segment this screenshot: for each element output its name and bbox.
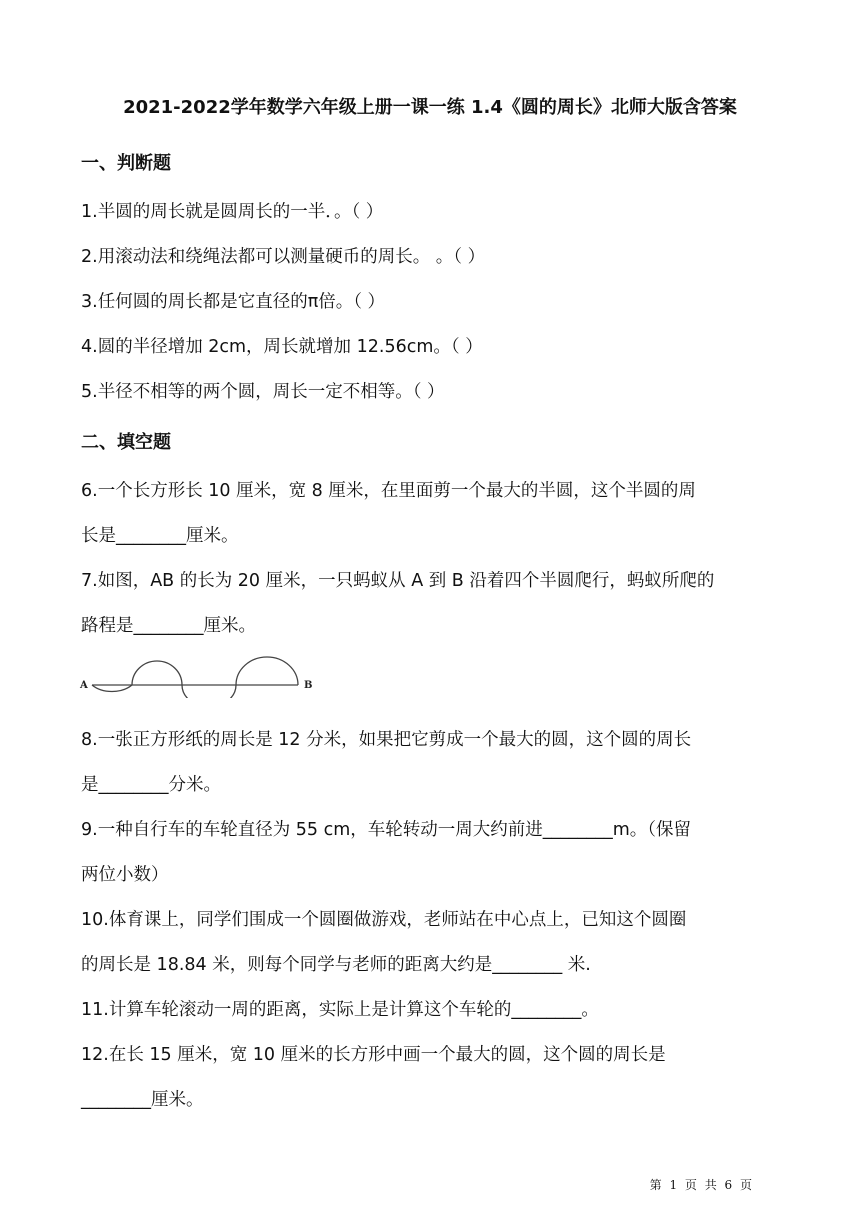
question-10 [81,898,781,988]
section-heading-judge: 一、判断题 [81,153,171,174]
section-heading-fill: 二、填空题 [81,432,171,453]
question-8 [81,718,781,808]
question-6-line-2: 长是________厘米。 [81,526,239,546]
question-12 [81,1033,781,1123]
question-6-line-1: 6.一个长方形长 10 厘米，宽 8 厘米，在里面剪一个最大的半圆，这个半圆的周 [81,481,696,501]
question-12-line-1: 12.在长 15 厘米，宽 10 厘米的长方形中画一个最大的圆，这个圆的周长是 [81,1045,666,1065]
question-3: 3.任何圆的周长都是它直径的π倍。（ ） [81,292,386,312]
question-9-line-1: 9.一种自行车的车轮直径为 55 cm，车轮转动一周大约前进________m。（保留 [81,820,692,840]
semicircle-2 [132,661,182,685]
question-1: 1.半圆的周长就是圆周长的一半．。（ ） [81,202,384,222]
question-8-line-1: 8.一张正方形纸的周长是 12 分米，如果把它剪成一个最大的圆，这个圆的周长 [81,730,692,750]
question-8-line-2: 是________分米。 [81,775,221,795]
question-10-line-1: 10.体育课上，同学们围成一个圆圈做游戏，老师站在中心点上，已知这个圆圈 [81,910,687,930]
question-7 [81,559,781,649]
question-4: 4.圆的半径增加 2cm，周长就增加 12.56cm。（ ） [81,337,483,357]
semicircle-1 [92,685,132,691]
question-7-line-1: 7.如图，AB 的长为 20 厘米，一只蚂蚁从 A 到 B 沿着四个半圆爬行，蚂蚁所爬的 [81,571,715,591]
document-title: 2021-2022学年数学六年级上册一课一练 1.4《圆的周长》北师大版含答案 [123,97,737,118]
semicircle-path-diagram [78,652,318,698]
question-2: 2.用滚动法和绕绳法都可以测量硬币的周长。 。（ ） [81,247,486,267]
question-6 [81,469,781,559]
question-9-line-2: 两位小数） [81,865,169,885]
page-footer: 第 1 页 共 6 页 [649,1178,754,1192]
question-11: 11.计算车轮滚动一周的距离，实际上是计算这个车轮的________。 [81,1000,599,1020]
question-5: 5.半径不相等的两个圆，周长一定不相等。（ ） [81,382,445,402]
semicircle-4 [236,657,298,685]
label-a: A [80,680,88,691]
question-7-line-2: 路程是________厘米。 [81,616,256,636]
question-9 [81,808,781,898]
label-b: B [304,680,313,691]
semicircle-3 [182,685,236,698]
question-12-line-2: ________厘米。 [81,1090,204,1110]
question-10-line-2: 的周长是 18.84 米，则每个同学与老师的距离大约是________ 米. [81,955,591,975]
